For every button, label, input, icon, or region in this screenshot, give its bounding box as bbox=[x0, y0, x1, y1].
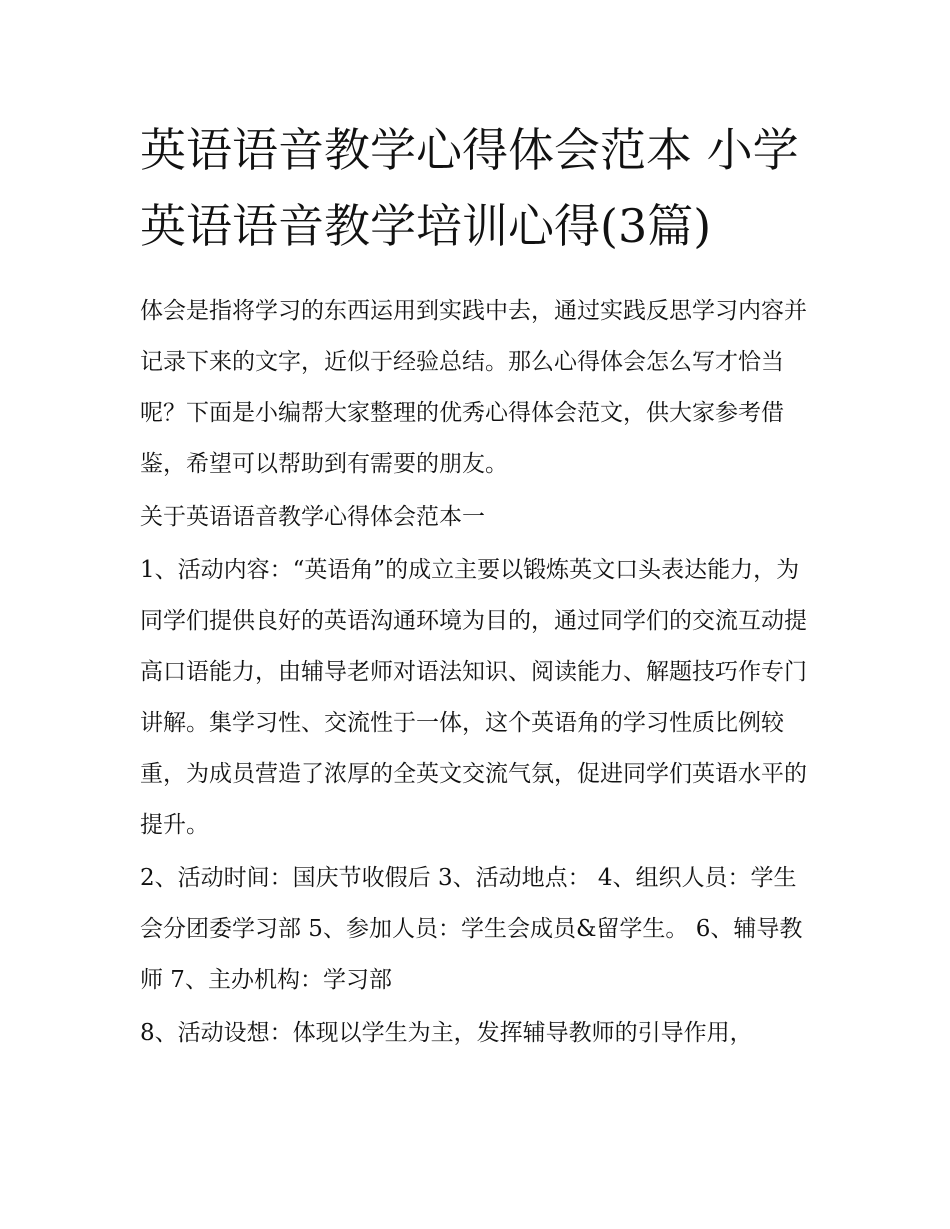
list-item-activity-details: 2、活动时间：国庆节收假后 3、活动地点： 4、组织人员：学生会分团委学习部 5、参加人员：学生会成员&留学生。 6、辅导教师 7、主办机构：学习部 bbox=[140, 865, 803, 993]
section-heading: 关于英语语音教学心得体会范本一 bbox=[140, 504, 485, 530]
document-title: 英语语音教学心得体会范本 小学英语语音教学培训心得(3篇) bbox=[140, 123, 799, 253]
intro-paragraph: 体会是指将学习的东西运用到实践中去，通过实践反思学习内容并记录下来的文字，近似于经验总结。那么心得体会怎么写才恰当呢？下面是小编帮大家整理的优秀心得体会范文，供大家参考借鉴，希望可以帮助到有需要的朋友。 bbox=[140, 298, 807, 477]
list-item-activity-content: 1、活动内容：“英语角”的成立主要以锻炼英文口头表达能力，为同学们提供良好的英语沟通环境为目的，通过同学们的交流互动提高口语能力，由辅导老师对语法知识、阅读能力、解题技巧作专门讲解。集学习性、交流性于一体，这个英语角的学习性质比例较重，为成员营造了浓厚的全英文交流气氛，促进同学们英语水平的提升。 bbox=[140, 557, 807, 838]
document-page bbox=[140, 112, 820, 1059]
list-item-activity-plan: 8、活动设想：体现以学生为主，发挥辅导教师的引导作用， bbox=[140, 1020, 753, 1046]
